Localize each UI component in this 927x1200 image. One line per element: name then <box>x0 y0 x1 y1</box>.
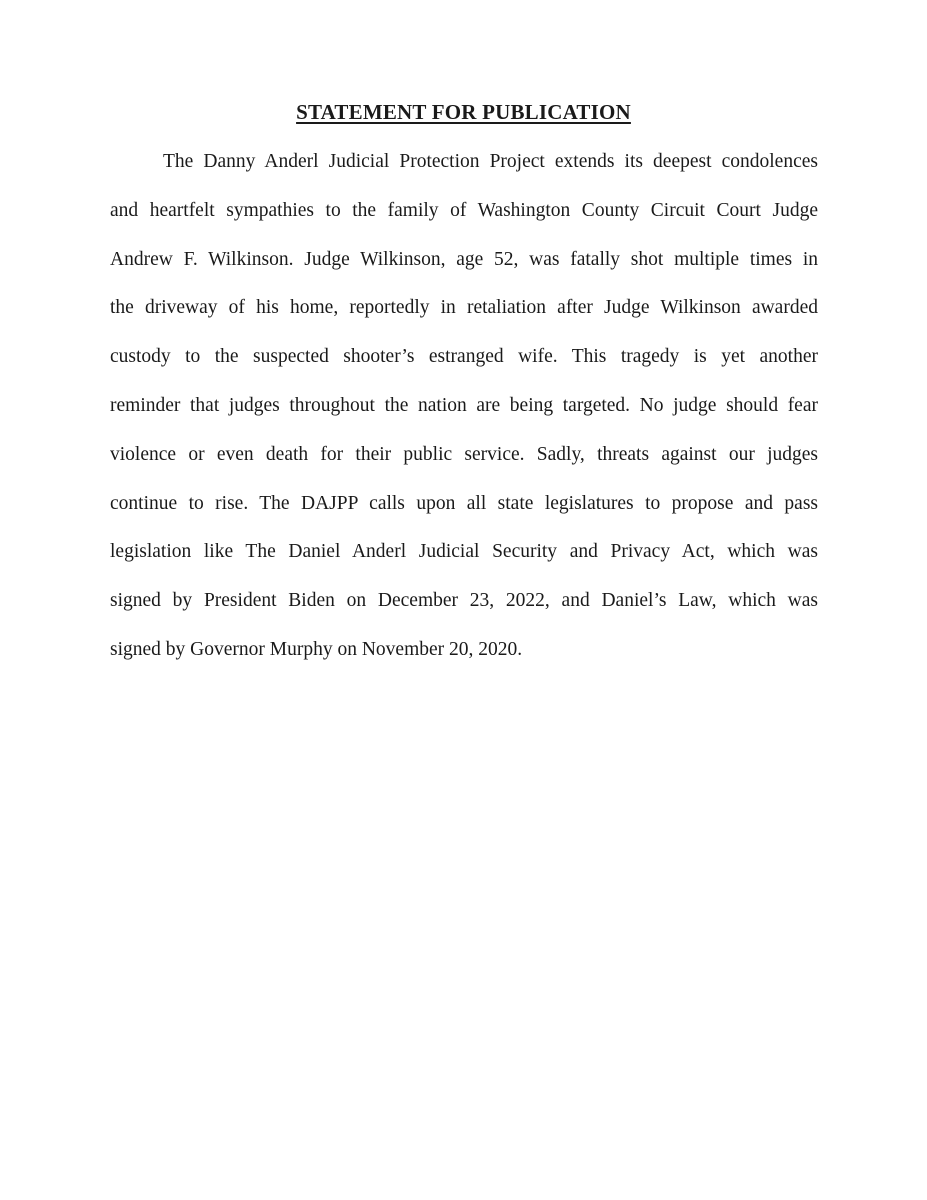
paragraph-line: the driveway of his home, reportedly in retaliation after Judge Wilkinson awarded <box>110 297 818 319</box>
paragraph-line: violence or even death for their public service. Sadly, threats against our judges <box>110 443 818 465</box>
paragraph-line: Andrew F. Wilkinson. Judge Wilkinson, age 52, was fatally shot multiple times in <box>110 248 818 270</box>
paragraph-line: continue to rise. The DAJPP calls upon all state legislatures to propose and pass <box>110 492 818 514</box>
paragraph-line: custody to the suspected shooter’s estranged wife. This tragedy is yet another <box>110 346 818 368</box>
statement-title <box>0 97 927 127</box>
statement-paragraph <box>110 146 818 683</box>
statement-title-text: STATEMENT FOR PUBLICATION <box>296 100 631 124</box>
paragraph-line: The Danny Anderl Judicial Protection Project extends its deepest condolences <box>163 151 818 172</box>
paragraph-line: and heartfelt sympathies to the family of Washington County Circuit Court Judge <box>110 199 818 221</box>
paragraph-line: reminder that judges throughout the nation are being targeted. No judge should fear <box>110 394 818 416</box>
paragraph-line: signed by President Biden on December 23, 2022, and Daniel’s Law, which was <box>110 590 818 612</box>
paragraph-line: signed by Governor Murphy on November 20, 2020. <box>110 638 523 660</box>
paragraph-line: legislation like The Daniel Anderl Judicial Security and Privacy Act, which was <box>110 541 818 563</box>
